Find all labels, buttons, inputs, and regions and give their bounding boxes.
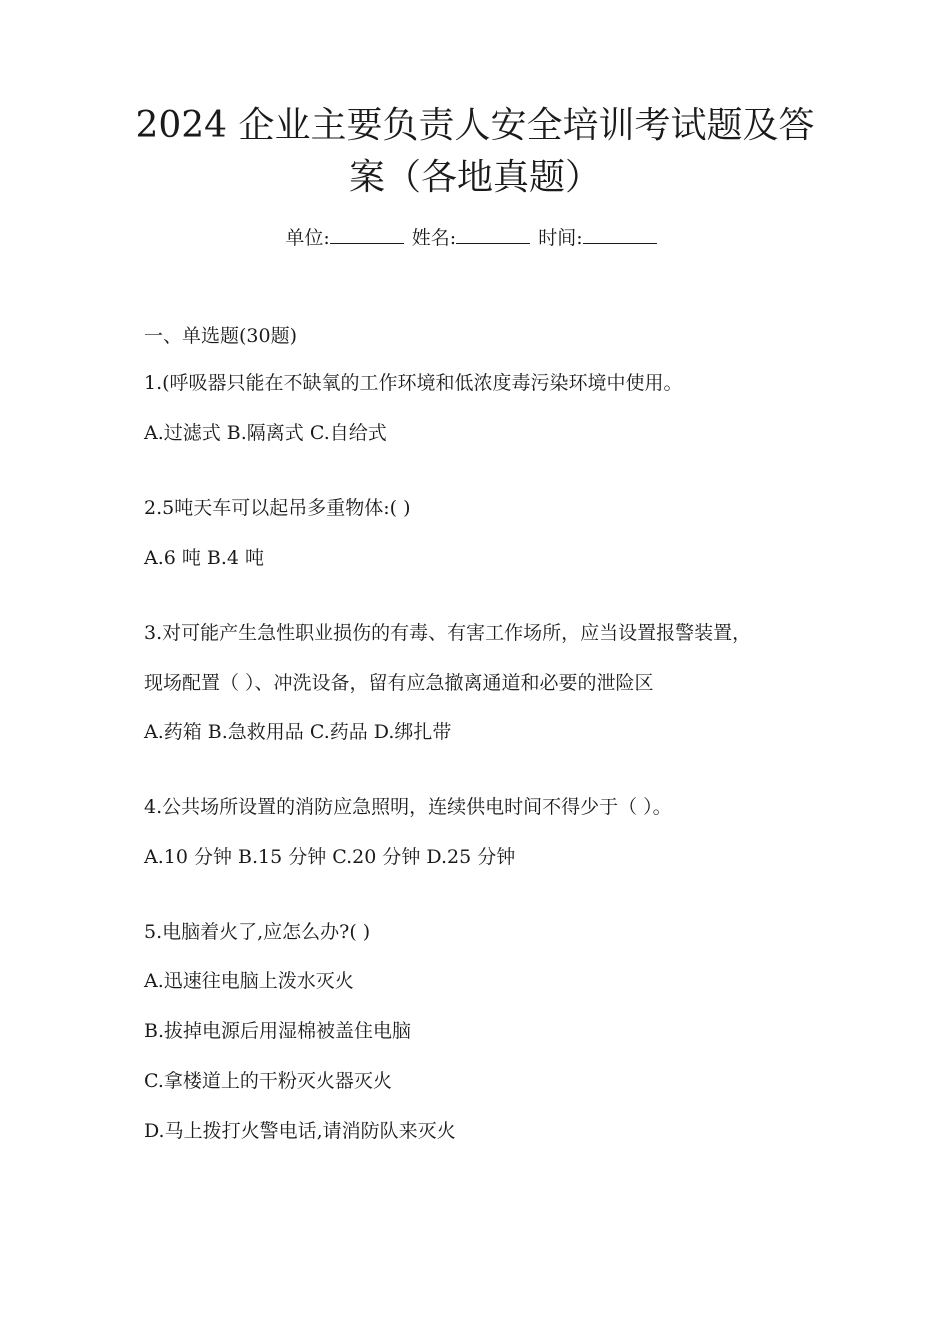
question-5-option-a: A.迅速往电脑上泼水灭火 <box>144 970 354 992</box>
unit-label: 单位: <box>285 227 330 249</box>
question-5-stem: 5.电脑着火了,应怎么办?( ) <box>144 921 371 943</box>
document-title-line-1: 2024 企业主要负责人安全培训考试题及答 <box>135 105 815 146</box>
unit-blank <box>330 225 404 244</box>
question-4-options: A.10 分钟 B.15 分钟 C.20 分钟 D.25 分钟 <box>144 846 516 868</box>
question-1-options: A.过滤式 B.隔离式 C.自给式 <box>144 422 387 444</box>
question-3-stem-line-1: 3.对可能产生急性职业损伤的有毒、有害工作场所，应当设置报警装置， <box>144 622 752 644</box>
name-blank <box>456 225 530 244</box>
time-blank <box>583 225 657 244</box>
question-1-stem: 1.(呼吸器只能在不缺氧的工作环境和低浓度毒污染环境中使用。 <box>144 372 683 394</box>
question-5-option-b: B.拔掉电源后用湿棉被盖住电脑 <box>144 1020 412 1042</box>
question-2-stem: 2.5吨天车可以起吊多重物体:( ) <box>144 497 411 519</box>
question-2-options: A.6 吨 B.4 吨 <box>144 547 265 569</box>
section-heading: 一、单选题(30题) <box>144 325 298 347</box>
name-label: 姓名: <box>411 227 457 249</box>
document-title-line-2: 案（各地真题） <box>348 157 601 198</box>
question-3-stem-line-2: 现场配置（ ）、冲洗设备，留有应急撤离通道和必要的泄险区 <box>144 672 654 694</box>
info-fields <box>0 224 950 252</box>
time-label: 时间: <box>538 227 583 249</box>
question-3-options: A.药箱 B.急救用品 C.药品 D.绑扎带 <box>144 721 452 743</box>
question-5-option-d: D.马上拨打火警电话,请消防队来灭火 <box>144 1120 456 1142</box>
question-5-option-c: C.拿楼道上的干粉灭火器灭火 <box>144 1070 392 1092</box>
question-4-stem: 4.公共场所设置的消防应急照明，连续供电时间不得少于（ ）。 <box>144 796 672 818</box>
